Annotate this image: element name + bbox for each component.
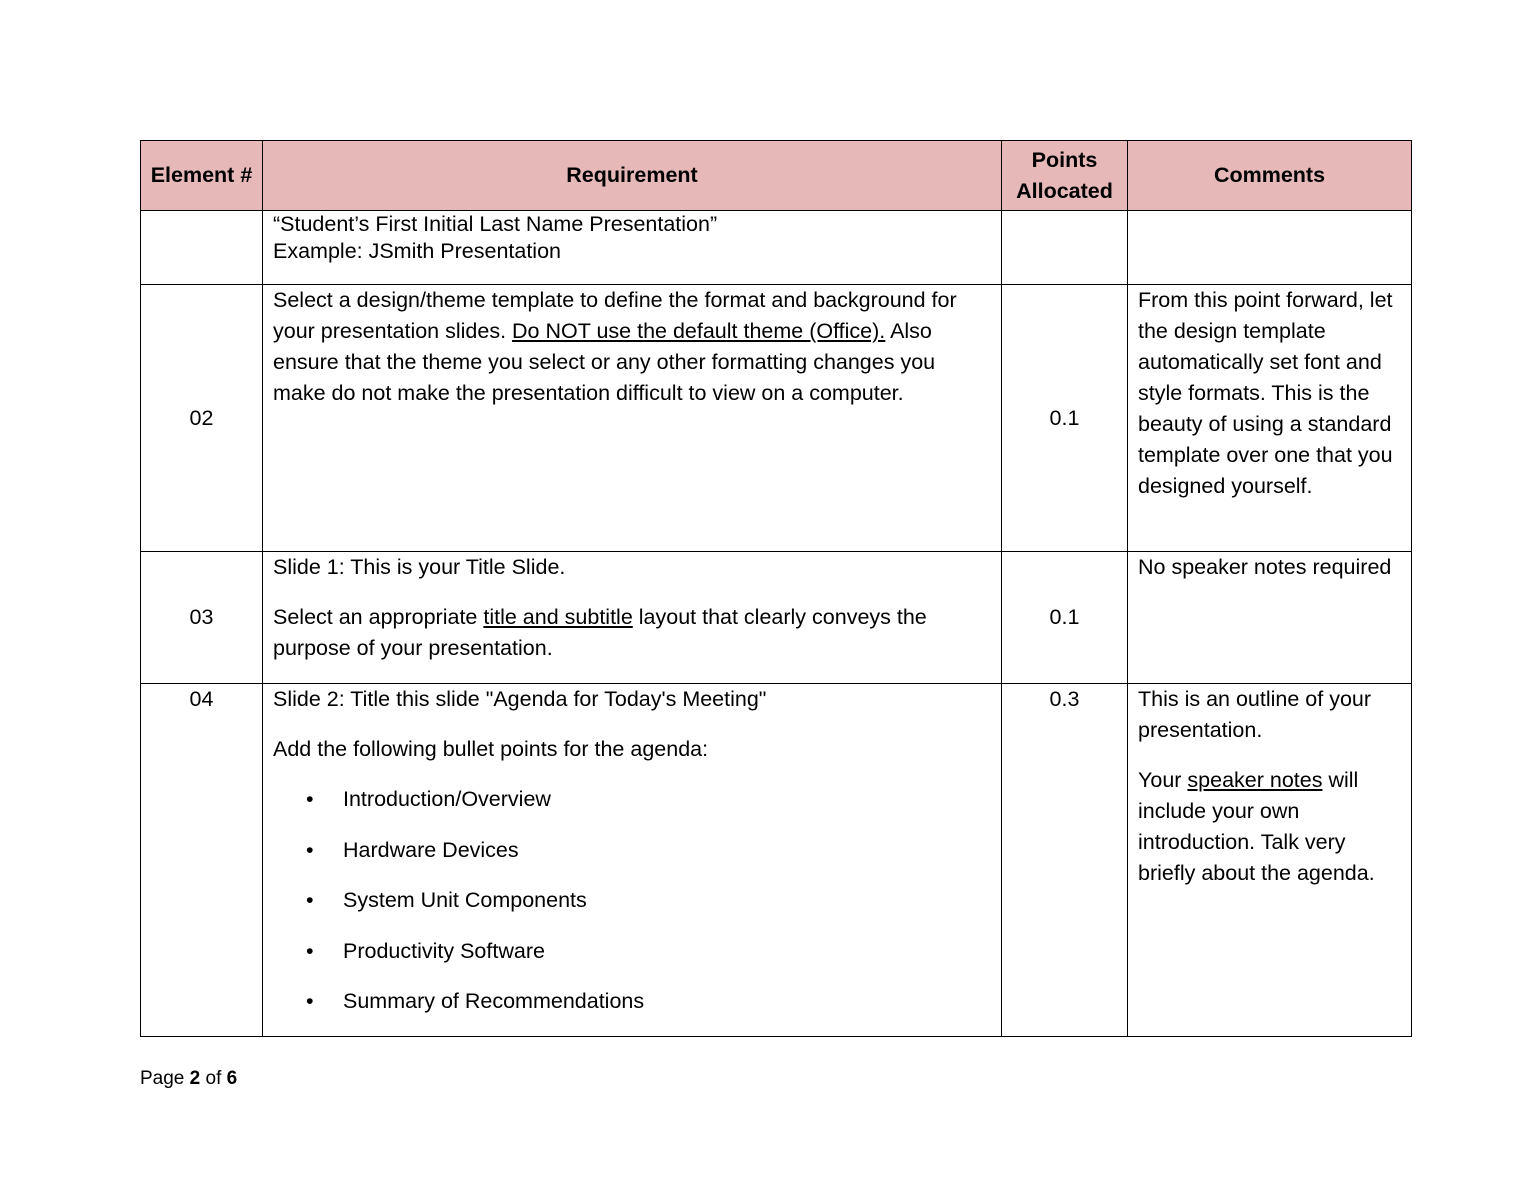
row4-element-number: 04 [141, 684, 263, 1037]
table-header-row [141, 141, 1412, 211]
table-row [141, 552, 1412, 684]
page-footer [140, 1068, 237, 1090]
of-label: of [205, 1068, 222, 1089]
row4-comment-p2: Your speaker notes will include your own introduction. Talk very briefly about the agenda. [1138, 768, 1375, 885]
header-points-allocated: Points Allocated [1002, 141, 1128, 211]
row2-points: 0.1 [1002, 285, 1128, 552]
row1-requirement [263, 211, 1002, 285]
row4-requirement [263, 684, 1002, 1037]
list-item: • Hardware Devices [273, 835, 991, 866]
row3-comment: No speaker notes required [1128, 552, 1412, 684]
page-total: 6 [226, 1068, 238, 1089]
row2-requirement-text-continued: Also ensure that the theme you select or any other formatting changes you make do not make the presentation difficult to view on a computer. [273, 319, 936, 405]
list-item: • System Unit Components [273, 885, 991, 916]
table-row [141, 211, 1412, 285]
row2-requirement-underlined: Do NOT use the default theme (Office). [512, 319, 886, 343]
row1-points [1002, 211, 1128, 285]
row2-requirement-text: Select a design/theme template to define the format and background for your presentation slides. [273, 288, 957, 343]
header-comments: Comments [1128, 141, 1412, 211]
list-item: • Introduction/Overview [273, 784, 991, 815]
row1-comment [1128, 211, 1412, 285]
agenda-bullet-list [273, 784, 991, 1017]
row1-requirement-line2: Example: JSmith Presentation [273, 239, 561, 263]
row3-requirement [263, 552, 1002, 684]
row2-comment: From this point forward, let the design template automatically set font and style formats. This is the beauty of using a standard template over one that you designed yourself. [1128, 285, 1412, 552]
list-item: • Summary of Recommendations [273, 986, 991, 1017]
row3-requirement-p2: Select an appropriate title and subtitle layout that clearly conveys the purpose of your presentation. [273, 605, 927, 660]
table-row [141, 285, 1412, 552]
row1-requirement-line1: “Student’s First Initial Last Name Presentation” [273, 212, 718, 236]
header-element-number: Element # [141, 141, 263, 211]
page-label: Page [140, 1068, 185, 1089]
row2-element-number: 02 [141, 285, 263, 552]
page-current: 2 [189, 1068, 201, 1089]
row4-comment-underlined: speaker notes [1187, 768, 1323, 792]
row4-points: 0.3 [1002, 684, 1128, 1037]
row3-requirement-p1: Slide 1: This is your Title Slide. [273, 555, 566, 579]
list-item: • Productivity Software [273, 936, 991, 967]
row4-requirement-p2: Add the following bullet points for the agenda: [273, 737, 709, 761]
header-requirement: Requirement [263, 141, 1002, 211]
row4-comment [1128, 684, 1412, 1037]
row3-requirement-underlined: title and subtitle [483, 605, 633, 629]
row4-requirement-p1: Slide 2: Title this slide "Agenda for Today's Meeting" [273, 687, 767, 711]
table-row [141, 684, 1412, 1037]
row4-comment-p1: This is an outline of your presentation. [1138, 687, 1372, 742]
row3-element-number: 03 [141, 552, 263, 684]
row1-element-number [141, 211, 263, 285]
row3-points: 0.1 [1002, 552, 1128, 684]
row2-requirement [263, 285, 1002, 552]
requirements-table [140, 140, 1412, 1037]
